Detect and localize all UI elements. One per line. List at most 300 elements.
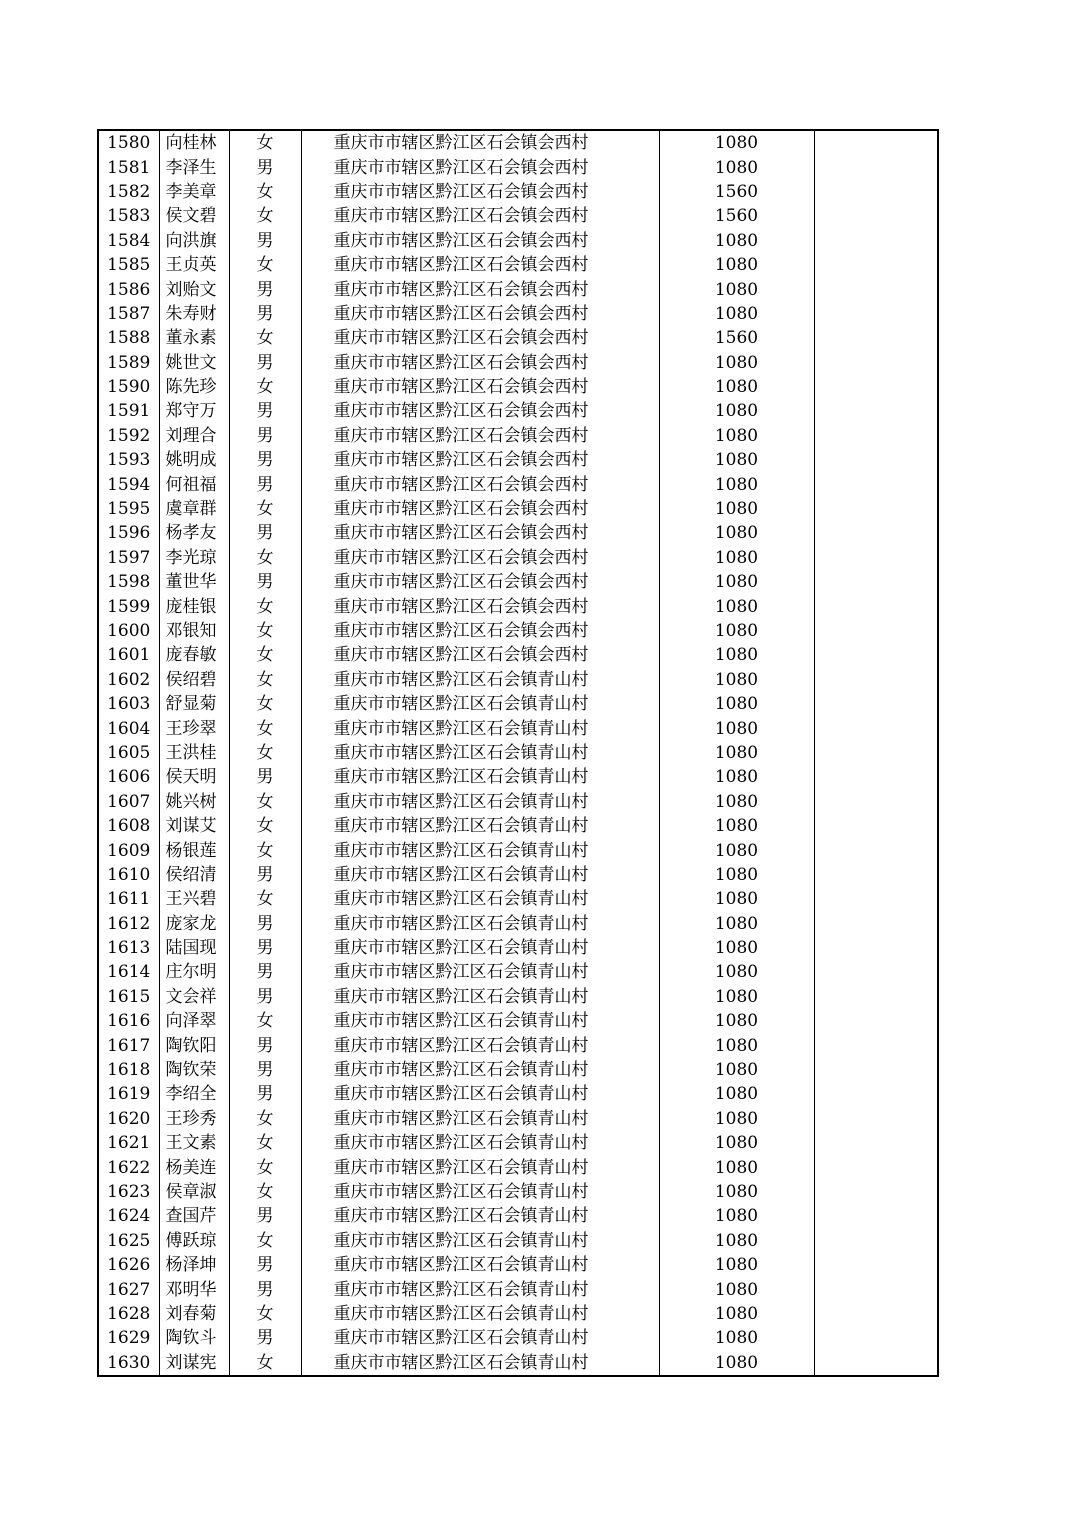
note-cell: [814, 790, 938, 814]
gender-cell: 女: [229, 1009, 301, 1033]
gender-cell: 女: [229, 1155, 301, 1179]
table-row: [98, 375, 938, 399]
table-row: [98, 1277, 938, 1301]
person-name-cell: 何祖福: [159, 472, 229, 496]
address-cell: 重庆市市辖区黔江区石会镇青山村: [301, 887, 659, 911]
person-name-cell: 庞春敏: [159, 643, 229, 667]
address-cell: 重庆市市辖区黔江区石会镇青山村: [301, 668, 659, 692]
row-number-cell: 1586: [98, 277, 159, 301]
row-number-cell: 1590: [98, 375, 159, 399]
address-cell: 重庆市市辖区黔江区石会镇青山村: [301, 1253, 659, 1277]
row-number-cell: 1622: [98, 1155, 159, 1179]
row-number-cell: 1591: [98, 399, 159, 423]
address-cell: 重庆市市辖区黔江区石会镇会西村: [301, 180, 659, 204]
address-cell: 重庆市市辖区黔江区石会镇会西村: [301, 253, 659, 277]
address-cell: 重庆市市辖区黔江区石会镇会西村: [301, 277, 659, 301]
note-cell: [814, 643, 938, 667]
gender-cell: 男: [229, 863, 301, 887]
row-number-cell: 1592: [98, 424, 159, 448]
person-name-cell: 刘理合: [159, 424, 229, 448]
amount-cell: 1080: [659, 521, 814, 545]
gender-cell: 女: [229, 741, 301, 765]
gender-cell: 男: [229, 521, 301, 545]
person-name-cell: 杨泽坤: [159, 1253, 229, 1277]
address-cell: 重庆市市辖区黔江区石会镇青山村: [301, 1058, 659, 1082]
table-row: [98, 1009, 938, 1033]
person-name-cell: 向桂林: [159, 130, 229, 155]
person-name-cell: 邓银知: [159, 619, 229, 643]
note-cell: [814, 619, 938, 643]
address-cell: 重庆市市辖区黔江区石会镇青山村: [301, 912, 659, 936]
amount-cell: 1080: [659, 253, 814, 277]
row-number-cell: 1599: [98, 594, 159, 618]
amount-cell: 1080: [659, 375, 814, 399]
table-row: [98, 472, 938, 496]
row-number-cell: 1588: [98, 326, 159, 350]
gender-cell: 男: [229, 912, 301, 936]
note-cell: [814, 448, 938, 472]
amount-cell: 1080: [659, 790, 814, 814]
table-row: [98, 229, 938, 253]
gender-cell: 男: [229, 936, 301, 960]
note-cell: [814, 692, 938, 716]
person-name-cell: 舒显菊: [159, 692, 229, 716]
gender-cell: 男: [229, 229, 301, 253]
address-cell: 重庆市市辖区黔江区石会镇会西村: [301, 594, 659, 618]
amount-cell: 1080: [659, 302, 814, 326]
row-number-cell: 1611: [98, 887, 159, 911]
address-cell: 重庆市市辖区黔江区石会镇会西村: [301, 204, 659, 228]
note-cell: [814, 1326, 938, 1350]
table-row: [98, 838, 938, 862]
amount-cell: 1080: [659, 424, 814, 448]
table-row: [98, 521, 938, 545]
note-cell: [814, 1351, 938, 1376]
note-cell: [814, 1009, 938, 1033]
address-cell: 重庆市市辖区黔江区石会镇青山村: [301, 985, 659, 1009]
row-number-cell: 1589: [98, 351, 159, 375]
table-row: [98, 570, 938, 594]
gender-cell: 女: [229, 375, 301, 399]
roster-table: [97, 129, 939, 1377]
amount-cell: 1560: [659, 326, 814, 350]
note-cell: [814, 497, 938, 521]
note-cell: [814, 570, 938, 594]
address-cell: 重庆市市辖区黔江区石会镇会西村: [301, 521, 659, 545]
row-number-cell: 1621: [98, 1131, 159, 1155]
row-number-cell: 1598: [98, 570, 159, 594]
address-cell: 重庆市市辖区黔江区石会镇青山村: [301, 1131, 659, 1155]
row-number-cell: 1603: [98, 692, 159, 716]
note-cell: [814, 302, 938, 326]
row-number-cell: 1615: [98, 985, 159, 1009]
person-name-cell: 王洪桂: [159, 741, 229, 765]
table-row: [98, 1058, 938, 1082]
amount-cell: 1080: [659, 741, 814, 765]
table-row: [98, 1351, 938, 1376]
table-row: [98, 790, 938, 814]
person-name-cell: 庞家龙: [159, 912, 229, 936]
gender-cell: 男: [229, 570, 301, 594]
table-row: [98, 912, 938, 936]
table-row: [98, 960, 938, 984]
address-cell: 重庆市市辖区黔江区石会镇会西村: [301, 130, 659, 155]
amount-cell: 1080: [659, 570, 814, 594]
amount-cell: 1080: [659, 594, 814, 618]
address-cell: 重庆市市辖区黔江区石会镇青山村: [301, 1277, 659, 1301]
gender-cell: 男: [229, 765, 301, 789]
person-name-cell: 虞章群: [159, 497, 229, 521]
table-row: [98, 1131, 938, 1155]
row-number-cell: 1619: [98, 1082, 159, 1106]
address-cell: 重庆市市辖区黔江区石会镇青山村: [301, 936, 659, 960]
table-row: [98, 594, 938, 618]
table-row: [98, 1033, 938, 1057]
note-cell: [814, 1058, 938, 1082]
amount-cell: 1080: [659, 912, 814, 936]
amount-cell: 1080: [659, 472, 814, 496]
gender-cell: 男: [229, 1033, 301, 1057]
person-name-cell: 王珍秀: [159, 1107, 229, 1131]
amount-cell: 1080: [659, 1155, 814, 1179]
person-name-cell: 侯绍清: [159, 863, 229, 887]
amount-cell: 1080: [659, 1033, 814, 1057]
gender-cell: 男: [229, 424, 301, 448]
note-cell: [814, 424, 938, 448]
gender-cell: 女: [229, 668, 301, 692]
gender-cell: 女: [229, 887, 301, 911]
gender-cell: 男: [229, 277, 301, 301]
roster-body: [98, 130, 938, 1376]
row-number-cell: 1613: [98, 936, 159, 960]
table-row: [98, 277, 938, 301]
row-number-cell: 1594: [98, 472, 159, 496]
person-name-cell: 王文素: [159, 1131, 229, 1155]
note-cell: [814, 546, 938, 570]
note-cell: [814, 985, 938, 1009]
table-row: [98, 1107, 938, 1131]
note-cell: [814, 1033, 938, 1057]
amount-cell: 1080: [659, 130, 814, 155]
note-cell: [814, 863, 938, 887]
row-number-cell: 1601: [98, 643, 159, 667]
gender-cell: 女: [229, 790, 301, 814]
table-row: [98, 814, 938, 838]
amount-cell: 1080: [659, 277, 814, 301]
amount-cell: 1080: [659, 1326, 814, 1350]
person-name-cell: 侯天明: [159, 765, 229, 789]
gender-cell: 女: [229, 130, 301, 155]
gender-cell: 女: [229, 497, 301, 521]
note-cell: [814, 960, 938, 984]
person-name-cell: 侯绍碧: [159, 668, 229, 692]
amount-cell: 1080: [659, 399, 814, 423]
row-number-cell: 1627: [98, 1277, 159, 1301]
table-row: [98, 643, 938, 667]
table-row: [98, 546, 938, 570]
address-cell: 重庆市市辖区黔江区石会镇青山村: [301, 1033, 659, 1057]
row-number-cell: 1596: [98, 521, 159, 545]
note-cell: [814, 1082, 938, 1106]
table-row: [98, 1326, 938, 1350]
note-cell: [814, 1131, 938, 1155]
note-cell: [814, 1253, 938, 1277]
amount-cell: 1080: [659, 351, 814, 375]
person-name-cell: 李绍全: [159, 1082, 229, 1106]
person-name-cell: 邓明华: [159, 1277, 229, 1301]
person-name-cell: 姚世文: [159, 351, 229, 375]
table-row: [98, 668, 938, 692]
person-name-cell: 庞桂银: [159, 594, 229, 618]
gender-cell: 男: [229, 1082, 301, 1106]
amount-cell: 1080: [659, 1107, 814, 1131]
table-row: [98, 155, 938, 179]
table-row: [98, 863, 938, 887]
amount-cell: 1080: [659, 814, 814, 838]
address-cell: 重庆市市辖区黔江区石会镇青山村: [301, 1180, 659, 1204]
note-cell: [814, 1302, 938, 1326]
gender-cell: 男: [229, 1204, 301, 1228]
amount-cell: 1080: [659, 1253, 814, 1277]
person-name-cell: 侯章淑: [159, 1180, 229, 1204]
amount-cell: 1080: [659, 887, 814, 911]
row-number-cell: 1607: [98, 790, 159, 814]
person-name-cell: 陶钦荣: [159, 1058, 229, 1082]
gender-cell: 男: [229, 399, 301, 423]
address-cell: 重庆市市辖区黔江区石会镇会西村: [301, 375, 659, 399]
row-number-cell: 1600: [98, 619, 159, 643]
address-cell: 重庆市市辖区黔江区石会镇青山村: [301, 741, 659, 765]
row-number-cell: 1624: [98, 1204, 159, 1228]
note-cell: [814, 912, 938, 936]
gender-cell: 女: [229, 253, 301, 277]
table-row: [98, 448, 938, 472]
amount-cell: 1080: [659, 1180, 814, 1204]
table-row: [98, 887, 938, 911]
gender-cell: 男: [229, 472, 301, 496]
amount-cell: 1080: [659, 1082, 814, 1106]
person-name-cell: 查国芹: [159, 1204, 229, 1228]
row-number-cell: 1587: [98, 302, 159, 326]
address-cell: 重庆市市辖区黔江区石会镇青山村: [301, 716, 659, 740]
amount-cell: 1080: [659, 985, 814, 1009]
person-name-cell: 董永素: [159, 326, 229, 350]
gender-cell: 女: [229, 1229, 301, 1253]
address-cell: 重庆市市辖区黔江区石会镇会西村: [301, 497, 659, 521]
person-name-cell: 向洪旗: [159, 229, 229, 253]
row-number-cell: 1602: [98, 668, 159, 692]
person-name-cell: 陈先珍: [159, 375, 229, 399]
gender-cell: 女: [229, 1107, 301, 1131]
note-cell: [814, 229, 938, 253]
person-name-cell: 刘谋宪: [159, 1351, 229, 1376]
gender-cell: 女: [229, 619, 301, 643]
gender-cell: 男: [229, 1058, 301, 1082]
gender-cell: 女: [229, 814, 301, 838]
amount-cell: 1560: [659, 180, 814, 204]
gender-cell: 男: [229, 1326, 301, 1350]
address-cell: 重庆市市辖区黔江区石会镇青山村: [301, 1155, 659, 1179]
person-name-cell: 王珍翠: [159, 716, 229, 740]
person-name-cell: 向泽翠: [159, 1009, 229, 1033]
row-number-cell: 1581: [98, 155, 159, 179]
note-cell: [814, 399, 938, 423]
amount-cell: 1080: [659, 229, 814, 253]
note-cell: [814, 741, 938, 765]
address-cell: 重庆市市辖区黔江区石会镇青山村: [301, 1204, 659, 1228]
gender-cell: 男: [229, 960, 301, 984]
person-name-cell: 杨孝友: [159, 521, 229, 545]
address-cell: 重庆市市辖区黔江区石会镇青山村: [301, 765, 659, 789]
amount-cell: 1080: [659, 155, 814, 179]
note-cell: [814, 1229, 938, 1253]
gender-cell: 女: [229, 546, 301, 570]
gender-cell: 女: [229, 1180, 301, 1204]
amount-cell: 1080: [659, 936, 814, 960]
gender-cell: 女: [229, 692, 301, 716]
address-cell: 重庆市市辖区黔江区石会镇会西村: [301, 399, 659, 423]
amount-cell: 1080: [659, 497, 814, 521]
note-cell: [814, 180, 938, 204]
row-number-cell: 1608: [98, 814, 159, 838]
note-cell: [814, 594, 938, 618]
table-row: [98, 497, 938, 521]
note-cell: [814, 253, 938, 277]
address-cell: 重庆市市辖区黔江区石会镇青山村: [301, 1302, 659, 1326]
person-name-cell: 董世华: [159, 570, 229, 594]
person-name-cell: 陶钦阳: [159, 1033, 229, 1057]
row-number-cell: 1606: [98, 765, 159, 789]
address-cell: 重庆市市辖区黔江区石会镇青山村: [301, 1326, 659, 1350]
amount-cell: 1080: [659, 643, 814, 667]
address-cell: 重庆市市辖区黔江区石会镇青山村: [301, 960, 659, 984]
note-cell: [814, 765, 938, 789]
note-cell: [814, 326, 938, 350]
row-number-cell: 1595: [98, 497, 159, 521]
person-name-cell: 庄尔明: [159, 960, 229, 984]
note-cell: [814, 887, 938, 911]
note-cell: [814, 351, 938, 375]
person-name-cell: 姚明成: [159, 448, 229, 472]
address-cell: 重庆市市辖区黔江区石会镇会西村: [301, 546, 659, 570]
amount-cell: 1080: [659, 546, 814, 570]
person-name-cell: 刘春菊: [159, 1302, 229, 1326]
amount-cell: 1080: [659, 619, 814, 643]
amount-cell: 1080: [659, 1009, 814, 1033]
gender-cell: 女: [229, 1131, 301, 1155]
address-cell: 重庆市市辖区黔江区石会镇会西村: [301, 619, 659, 643]
address-cell: 重庆市市辖区黔江区石会镇会西村: [301, 570, 659, 594]
person-name-cell: 李泽生: [159, 155, 229, 179]
note-cell: [814, 1204, 938, 1228]
row-number-cell: 1593: [98, 448, 159, 472]
person-name-cell: 王贞英: [159, 253, 229, 277]
address-cell: 重庆市市辖区黔江区石会镇会西村: [301, 155, 659, 179]
row-number-cell: 1609: [98, 838, 159, 862]
address-cell: 重庆市市辖区黔江区石会镇青山村: [301, 790, 659, 814]
note-cell: [814, 716, 938, 740]
table-row: [98, 716, 938, 740]
row-number-cell: 1610: [98, 863, 159, 887]
person-name-cell: 姚兴树: [159, 790, 229, 814]
table-row: [98, 351, 938, 375]
row-number-cell: 1604: [98, 716, 159, 740]
row-number-cell: 1585: [98, 253, 159, 277]
note-cell: [814, 277, 938, 301]
person-name-cell: 刘谋艾: [159, 814, 229, 838]
row-number-cell: 1616: [98, 1009, 159, 1033]
person-name-cell: 郑守万: [159, 399, 229, 423]
row-number-cell: 1612: [98, 912, 159, 936]
amount-cell: 1080: [659, 838, 814, 862]
person-name-cell: 李美章: [159, 180, 229, 204]
address-cell: 重庆市市辖区黔江区石会镇会西村: [301, 351, 659, 375]
row-number-cell: 1614: [98, 960, 159, 984]
row-number-cell: 1628: [98, 1302, 159, 1326]
address-cell: 重庆市市辖区黔江区石会镇青山村: [301, 1082, 659, 1106]
gender-cell: 男: [229, 448, 301, 472]
table-row: [98, 1302, 938, 1326]
note-cell: [814, 936, 938, 960]
person-name-cell: 傅跃琼: [159, 1229, 229, 1253]
address-cell: 重庆市市辖区黔江区石会镇会西村: [301, 326, 659, 350]
address-cell: 重庆市市辖区黔江区石会镇青山村: [301, 1009, 659, 1033]
gender-cell: 男: [229, 985, 301, 1009]
address-cell: 重庆市市辖区黔江区石会镇青山村: [301, 692, 659, 716]
gender-cell: 女: [229, 1351, 301, 1376]
note-cell: [814, 1107, 938, 1131]
table-row: [98, 1253, 938, 1277]
person-name-cell: 王兴碧: [159, 887, 229, 911]
amount-cell: 1080: [659, 1351, 814, 1376]
person-name-cell: 侯文碧: [159, 204, 229, 228]
note-cell: [814, 1155, 938, 1179]
address-cell: 重庆市市辖区黔江区石会镇会西村: [301, 448, 659, 472]
address-cell: 重庆市市辖区黔江区石会镇会西村: [301, 472, 659, 496]
note-cell: [814, 130, 938, 155]
address-cell: 重庆市市辖区黔江区石会镇青山村: [301, 1107, 659, 1131]
note-cell: [814, 204, 938, 228]
gender-cell: 男: [229, 1277, 301, 1301]
gender-cell: 女: [229, 326, 301, 350]
address-cell: 重庆市市辖区黔江区石会镇青山村: [301, 863, 659, 887]
amount-cell: 1080: [659, 960, 814, 984]
amount-cell: 1080: [659, 1131, 814, 1155]
amount-cell: 1080: [659, 668, 814, 692]
person-name-cell: 刘贻文: [159, 277, 229, 301]
row-number-cell: 1629: [98, 1326, 159, 1350]
note-cell: [814, 375, 938, 399]
row-number-cell: 1584: [98, 229, 159, 253]
row-number-cell: 1630: [98, 1351, 159, 1376]
table-row: [98, 326, 938, 350]
row-number-cell: 1625: [98, 1229, 159, 1253]
address-cell: 重庆市市辖区黔江区石会镇会西村: [301, 643, 659, 667]
row-number-cell: 1623: [98, 1180, 159, 1204]
table-row: [98, 302, 938, 326]
address-cell: 重庆市市辖区黔江区石会镇青山村: [301, 1351, 659, 1376]
gender-cell: 女: [229, 643, 301, 667]
address-cell: 重庆市市辖区黔江区石会镇会西村: [301, 302, 659, 326]
gender-cell: 男: [229, 155, 301, 179]
row-number-cell: 1583: [98, 204, 159, 228]
address-cell: 重庆市市辖区黔江区石会镇青山村: [301, 1229, 659, 1253]
person-name-cell: 朱寿财: [159, 302, 229, 326]
amount-cell: 1080: [659, 1302, 814, 1326]
gender-cell: 女: [229, 594, 301, 618]
note-cell: [814, 155, 938, 179]
row-number-cell: 1626: [98, 1253, 159, 1277]
